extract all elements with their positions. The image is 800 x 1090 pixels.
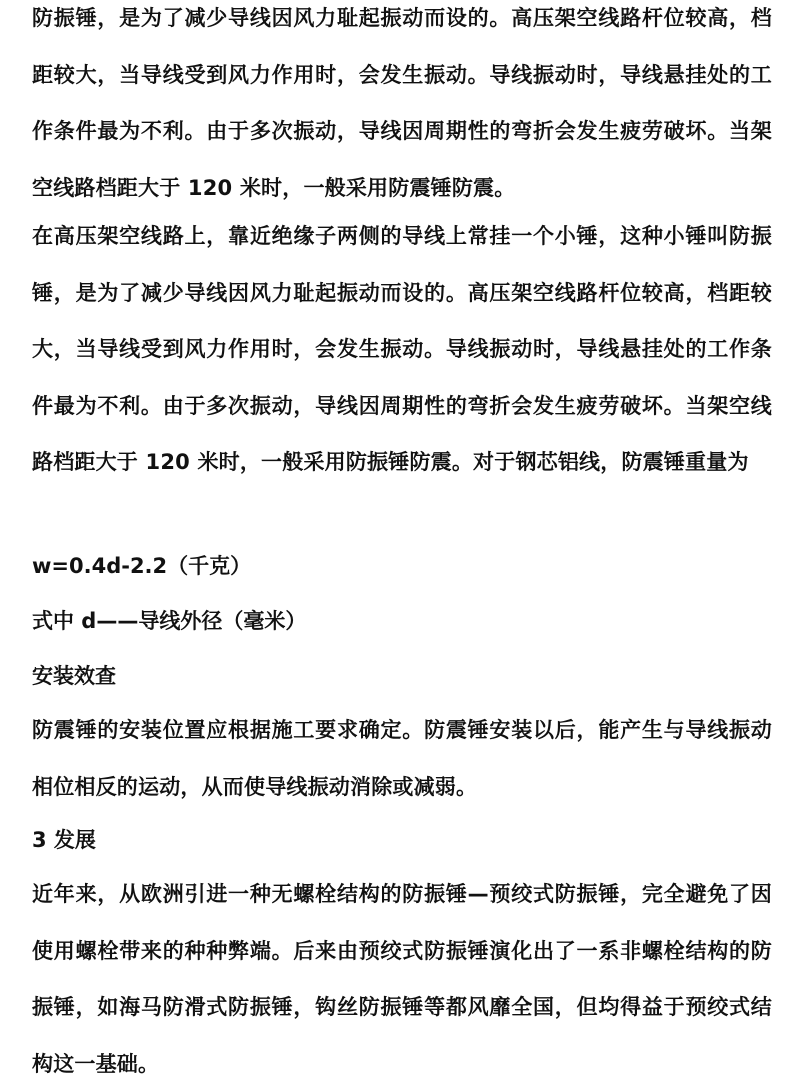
paragraph-description: 在高压架空线路上，靠近绝缘子两侧的导线上常挂一个小锤，这种小锤叫防振锤，是为了减少导线因风力耻起振动而设的。高压架空线路杆位较高，档距较大，当导线受到风力作用时，会发生振动。导线振动时，导线悬挂处的工作条件最为不利。由于多次振动，导线因周期性的弯折会发生疲劳破坏。当架空线路档距大于 120 米时，一般采用防振锤防震。对于钢芯铝线，防震锤重量为 — [32, 224, 772, 474]
paragraph-installation: 防震锤的安装位置应根据施工要求确定。防震锤安装以后，能产生与导线振动相位相反的运动，从而使导线振动消除或减弱。 — [32, 718, 772, 799]
formula-note: 式中 d——导线外径（毫米） — [32, 609, 307, 633]
formula-weight: w=0.4d-2.2（千克） — [32, 554, 252, 578]
paragraph-intro: 防振锤，是为了减少导线因风力耻起振动而设的。高压架空线路杆位较高，档距较大，当导线受到风力作用时，会发生振动。导线振动时，导线悬挂处的工作条件最为不利。由于多次振动，导线因周期性的弯折会发生疲劳破坏。当架空线路档距大于 120 米时，一般采用防震锤防震。 — [32, 6, 772, 200]
section-heading-development: 3 发展 — [32, 828, 96, 852]
paragraph-development: 近年来，从欧洲引进一种无螺栓结构的防振锤—预绞式防振锤，完全避免了因使用螺栓带来的种种弊端。后来由预绞式防振锤演化出了一系非螺栓结构的防振锤，如海马防滑式防振锤，钩丝防振锤等都风靡全国，但均得益于预绞式结构这一基础。 — [32, 882, 772, 1076]
section-heading-installation: 安装效查 — [32, 664, 116, 688]
